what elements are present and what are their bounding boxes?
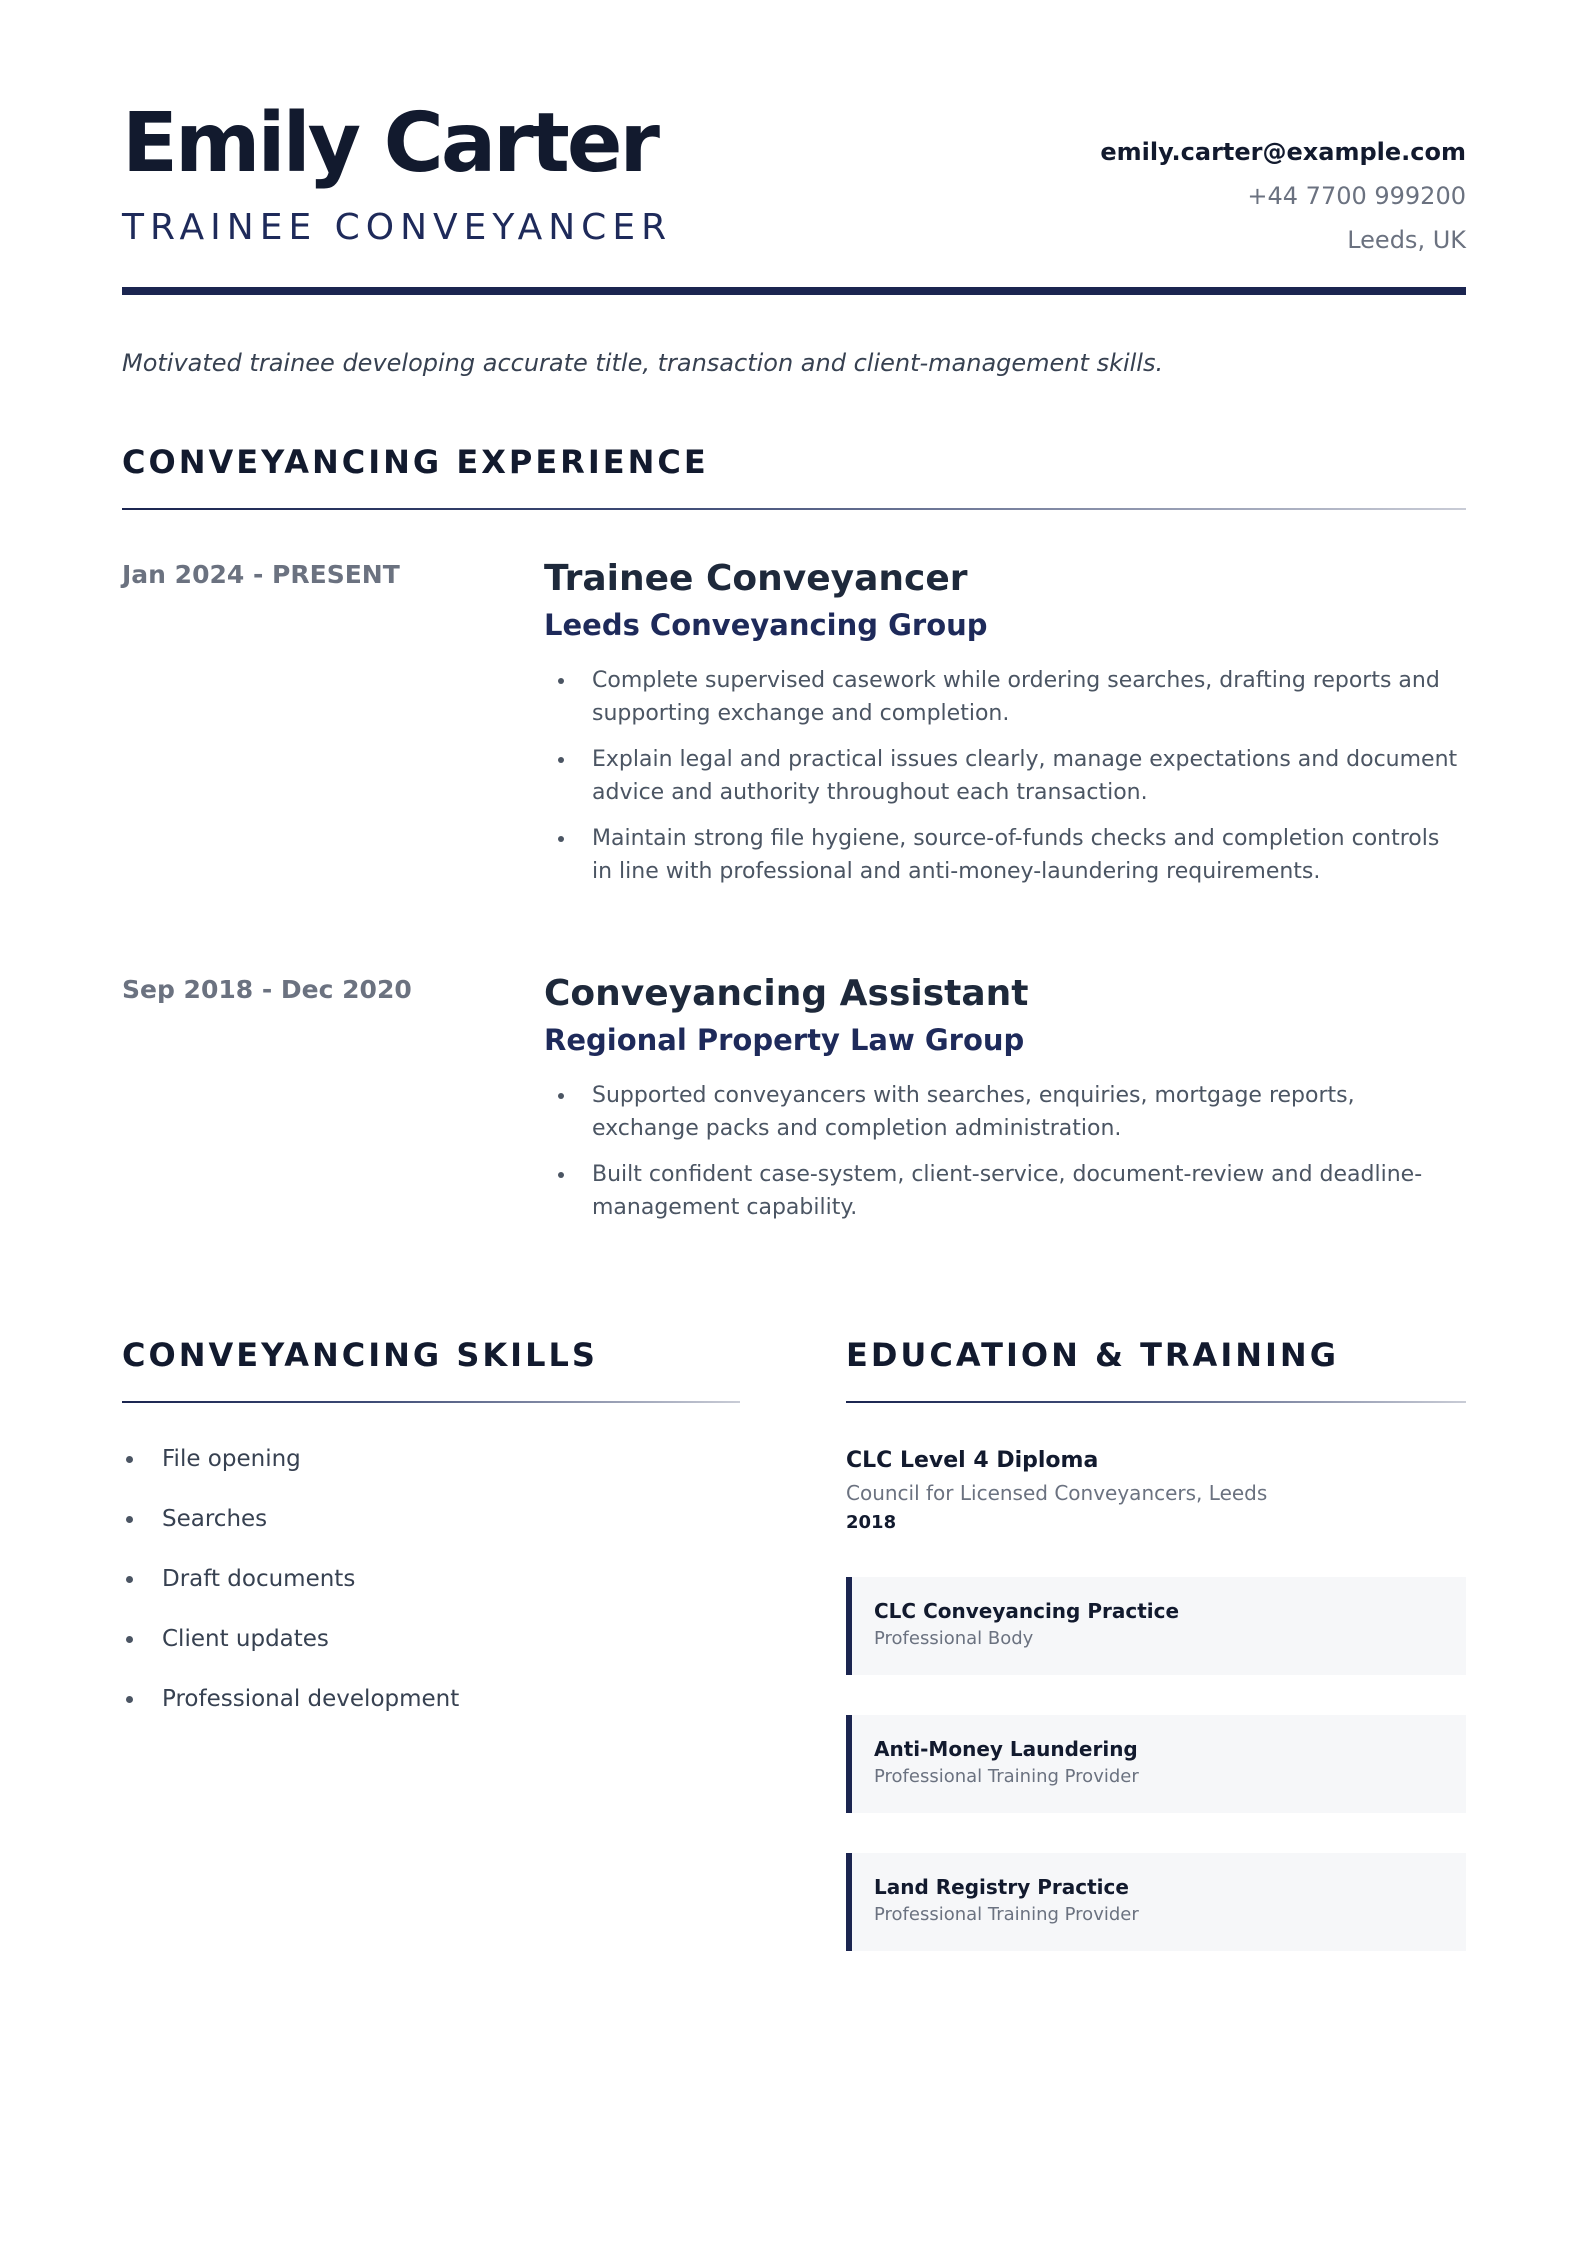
skills-section xyxy=(122,1335,740,1951)
skill-item: Searches xyxy=(122,1503,740,1535)
certification-name: CLC Conveyancing Practice xyxy=(874,1599,1180,1623)
section-divider xyxy=(846,1401,1466,1403)
job-dates: Sep 2018 - Dec 2020 xyxy=(122,975,412,1004)
certification-name: Land Registry Practice xyxy=(874,1875,1129,1899)
candidate-role: TRAINEE CONVEYANCER xyxy=(122,207,673,248)
resume-header xyxy=(122,0,1466,296)
certification-issuer: Professional Training Provider xyxy=(874,1904,1139,1925)
job-details xyxy=(544,971,1466,1237)
contact-location: Leeds, UK xyxy=(1347,226,1466,254)
experience-section xyxy=(122,442,1466,1237)
contact-phone[interactable]: +44 7700 999200 xyxy=(1247,182,1466,210)
profile-summary: Motivated trainee developing accurate title, transaction and client-management skills. xyxy=(122,349,1164,377)
education-year: 2018 xyxy=(846,1512,897,1533)
certification-name: Anti-Money Laundering xyxy=(874,1737,1138,1761)
job-entry xyxy=(122,556,1466,901)
skills-list xyxy=(122,1443,740,1715)
job-entry xyxy=(122,971,1466,1237)
education-entry xyxy=(846,1445,1466,1537)
contact-block xyxy=(1100,130,1466,262)
header-divider xyxy=(122,287,1466,295)
contact-email[interactable]: emily.carter@example.com xyxy=(1100,138,1466,166)
education-institution: Council for Licensed Conveyancers, Leeds xyxy=(846,1481,1268,1505)
certification-issuer: Professional Training Provider xyxy=(874,1766,1139,1787)
education-section xyxy=(846,1335,1466,1951)
job-bullet: Complete supervised casework while ordering searches, drafting reports and supporting exchange and completion. xyxy=(544,664,1466,730)
bottom-columns xyxy=(122,1335,1466,1951)
skill-item: Client updates xyxy=(122,1623,740,1655)
job-bullet: Supported conveyancers with searches, enquiries, mortgage reports, exchange packs and completion administration. xyxy=(544,1079,1466,1145)
certification-card xyxy=(846,1577,1466,1675)
job-details xyxy=(544,556,1466,901)
job-bullets xyxy=(544,664,1466,888)
section-title-skills: CONVEYANCING SKILLS xyxy=(122,1336,598,1374)
candidate-name: Emily Carter xyxy=(122,96,657,191)
skill-item: Professional development xyxy=(122,1683,740,1715)
section-title-education: EDUCATION & TRAINING xyxy=(846,1336,1339,1374)
job-bullet: Maintain strong file hygiene, source-of-funds checks and completion controls in line with professional and anti-money-laundering requirements. xyxy=(544,822,1466,888)
job-company: Regional Property Law Group xyxy=(544,1023,1025,1057)
section-title-experience: CONVEYANCING EXPERIENCE xyxy=(122,443,709,481)
job-dates: Jan 2024 - PRESENT xyxy=(122,560,400,589)
certification-issuer: Professional Body xyxy=(874,1628,1034,1649)
certification-card xyxy=(846,1715,1466,1813)
job-company: Leeds Conveyancing Group xyxy=(544,608,988,642)
section-divider xyxy=(122,1401,740,1403)
certification-card xyxy=(846,1853,1466,1951)
job-bullets xyxy=(544,1079,1466,1224)
section-divider xyxy=(122,508,1466,510)
education-degree: CLC Level 4 Diploma xyxy=(846,1448,1099,1473)
job-title: Conveyancing Assistant xyxy=(544,973,1029,1014)
job-title: Trainee Conveyancer xyxy=(544,558,968,599)
job-bullet: Built confident case-system, client-service, document-review and deadline-management capability. xyxy=(544,1158,1466,1224)
skill-item: Draft documents xyxy=(122,1563,740,1595)
job-bullet: Explain legal and practical issues clearly, manage expectations and document advice and authority throughout each transaction. xyxy=(544,743,1466,809)
skill-item: File opening xyxy=(122,1443,740,1475)
